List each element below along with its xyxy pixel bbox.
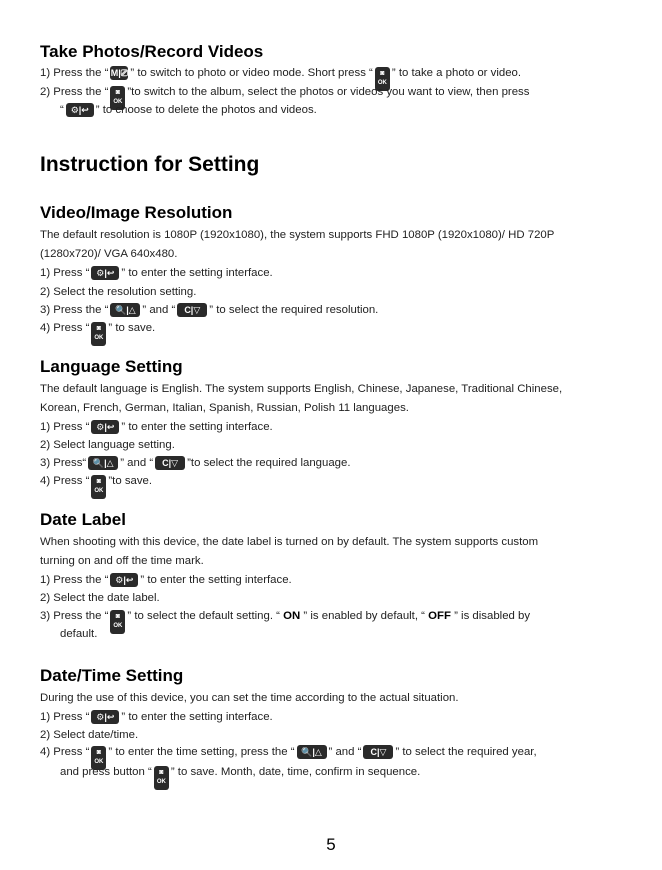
- paragraph: turning on and off the time mark.: [40, 555, 204, 567]
- text: ” to enter the setting interface.: [121, 421, 273, 433]
- text: 4) Press “: [40, 746, 90, 758]
- paragraph: (1280x720)/ VGA 640x480.: [40, 248, 178, 260]
- text: 1) Press “: [40, 267, 90, 279]
- camera-icon: ◙: [380, 70, 385, 77]
- text: 3) Press the “: [40, 610, 109, 622]
- text: 4) Press “: [40, 322, 90, 334]
- camera-icon: ◙: [96, 749, 101, 756]
- menu-back-button-icon: ⚙|↩: [91, 266, 119, 280]
- c-down-button-icon: C|▽: [363, 745, 393, 759]
- text: “: [60, 104, 64, 116]
- zoom-up-button-icon: 🔍|△: [110, 303, 140, 317]
- zoom-up-button-icon: 🔍|△: [297, 745, 327, 759]
- text: ” to select the required resolution.: [209, 304, 379, 316]
- camera-icon: ◙: [115, 89, 120, 96]
- paragraph: During the use of this device, you can set the time according to the actual situation.: [40, 692, 459, 704]
- menu-back-button-icon: ⚙|↩: [66, 103, 94, 117]
- ok-label: OK: [156, 779, 166, 785]
- page-number: 5: [326, 835, 336, 854]
- section-title-resolution: Video/Image Resolution: [40, 203, 233, 222]
- text: 3) Press“: [40, 457, 87, 469]
- step-2: 2) Select the resolution setting.: [40, 286, 197, 298]
- step-2-delete: [60, 102, 317, 118]
- text: ” to switch to photo or video mode. Short press “: [130, 67, 373, 79]
- step-4-cont: [60, 764, 420, 790]
- paragraph: Korean, French, German, Italian, Spanish, Russian, Polish 11 languages.: [40, 402, 409, 414]
- ok-label: OK: [94, 759, 104, 765]
- ok-label: OK: [94, 488, 104, 494]
- section-title-language: Language Setting: [40, 357, 183, 376]
- step-1: [40, 572, 292, 588]
- c-down-button-icon: C|▽: [155, 456, 185, 470]
- ok-camera-button-icon: [91, 475, 106, 499]
- camera-icon: ◙: [96, 325, 101, 332]
- step-2: 2) Select date/time.: [40, 729, 139, 741]
- text: 1) Press “: [40, 421, 90, 433]
- step-1: [40, 419, 273, 435]
- text: 1) Press the “: [40, 574, 109, 586]
- ok-label: OK: [94, 335, 104, 341]
- step-4: [40, 320, 155, 346]
- step-2: 2) Select language setting.: [40, 439, 175, 451]
- on-label: ON: [283, 610, 301, 622]
- text: ” to enter the setting interface.: [121, 267, 273, 279]
- text: ” to save. Month, date, time, confirm in sequence.: [170, 766, 421, 778]
- menu-back-button-icon: ⚙|↩: [110, 573, 138, 587]
- paragraph: The default resolution is 1080P (1920x1080), the system supports FHD 1080P (1920x1080)/ HD 720P: [40, 229, 555, 241]
- text: ”to switch to the album, select the photos or videos you want to view, then press: [127, 86, 530, 98]
- text: ” to take a photo or video.: [391, 67, 522, 79]
- step-3-cont: default.: [60, 628, 98, 640]
- mode-button-icon: M|⎚: [110, 67, 128, 78]
- text: ”to select the required language.: [187, 457, 351, 469]
- step-1: [40, 265, 273, 281]
- paragraph: The default language is English. The system supports English, Chinese, Japanese, Traditional Chinese,: [40, 383, 563, 395]
- text: 2) Press the “: [40, 86, 109, 98]
- text: ”to save.: [108, 475, 153, 487]
- step-3: [40, 455, 351, 471]
- zoom-up-button-icon: 🔍|△: [88, 456, 118, 470]
- text: ” and “: [120, 457, 154, 469]
- text: ” to save.: [108, 322, 156, 334]
- text: ” to select the required year,: [395, 746, 537, 758]
- c-down-button-icon: C|▽: [177, 303, 207, 317]
- step-3: [40, 302, 378, 318]
- menu-back-button-icon: ⚙|↩: [91, 710, 119, 724]
- text: ” and “: [328, 746, 362, 758]
- ok-camera-button-icon: [110, 610, 125, 634]
- text: ” and “: [142, 304, 176, 316]
- ok-label: OK: [377, 80, 387, 86]
- menu-back-button-icon: ⚙|↩: [91, 420, 119, 434]
- text: 3) Press the “: [40, 304, 109, 316]
- step-2: 2) Select the date label.: [40, 592, 160, 604]
- text: ” to choose to delete the photos and videos.: [95, 104, 317, 116]
- camera-icon: ◙: [115, 613, 120, 620]
- ok-camera-button-icon: [91, 322, 106, 346]
- ok-label: OK: [113, 623, 123, 629]
- text: ” to enter the setting interface.: [121, 711, 273, 723]
- text: 4) Press “: [40, 475, 90, 487]
- step-4: [40, 473, 152, 499]
- text: ” to enter the time setting, press the “: [108, 746, 295, 758]
- text: 1) Press the “: [40, 67, 109, 79]
- paragraph: When shooting with this device, the date label is turned on by default. The system supports custom: [40, 536, 539, 548]
- section-title-take-photos: Take Photos/Record Videos: [40, 42, 264, 61]
- ok-camera-button-icon: [154, 766, 169, 790]
- text: ” to enter the setting interface.: [140, 574, 292, 586]
- text: 1) Press “: [40, 711, 90, 723]
- camera-icon: ◙: [96, 478, 101, 485]
- text: ” to select the default setting. “: [127, 610, 284, 622]
- text: and press button “: [60, 766, 152, 778]
- main-title: Instruction for Setting: [40, 153, 260, 176]
- step-1: [40, 709, 273, 725]
- text: ” is enabled by default, “: [300, 610, 429, 622]
- section-title-date-label: Date Label: [40, 510, 126, 529]
- text: ” is disabled by: [450, 610, 531, 622]
- off-label: OFF: [428, 610, 451, 622]
- ok-label: OK: [113, 99, 123, 105]
- step-3: [40, 608, 530, 634]
- camera-icon: ◙: [159, 769, 164, 776]
- section-title-date-time: Date/Time Setting: [40, 666, 184, 685]
